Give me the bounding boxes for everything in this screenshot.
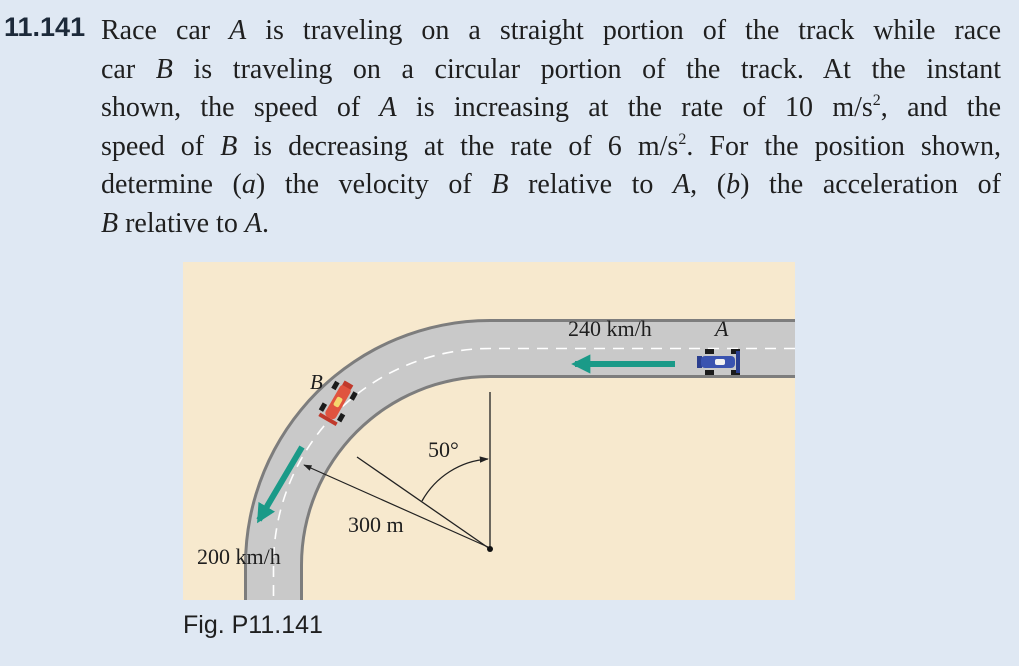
- problem-line: speed of B is decreasing at the rate of 6 $m/s^2$. For the position shown,: [101, 130, 1001, 162]
- problem-line: car B is traveling on a circular portion of the track. At the instant: [101, 53, 1001, 85]
- label-car-b: B: [310, 370, 323, 394]
- label-speed-a: 240 km/h: [568, 316, 652, 341]
- figure-caption: Fig. P11.141: [183, 611, 323, 639]
- race-track-diagram: [183, 262, 795, 600]
- problem-line: shown, the speed of A is increasing at the rate of 10 $m/s^2$, and the: [101, 92, 1001, 123]
- label-car-a: A: [715, 316, 729, 341]
- problem-statement: [101, 12, 1001, 243]
- label-radius: 300 m: [348, 512, 404, 537]
- problem-line: determine (a) the velocity of B relative to A, (b) the acceleration of: [101, 169, 1001, 200]
- label-speed-b: 200 km/h: [197, 544, 281, 569]
- angle-arc: [422, 459, 488, 501]
- problem-number: 11.141: [4, 12, 86, 42]
- label-angle: 50°: [428, 437, 459, 462]
- problem-line: B relative to A.: [101, 207, 269, 239]
- problem-line: Race car A is traveling on a straight portion of the track while race: [101, 15, 1002, 46]
- figure-panel: [183, 262, 795, 600]
- curve-center-point: [487, 546, 493, 552]
